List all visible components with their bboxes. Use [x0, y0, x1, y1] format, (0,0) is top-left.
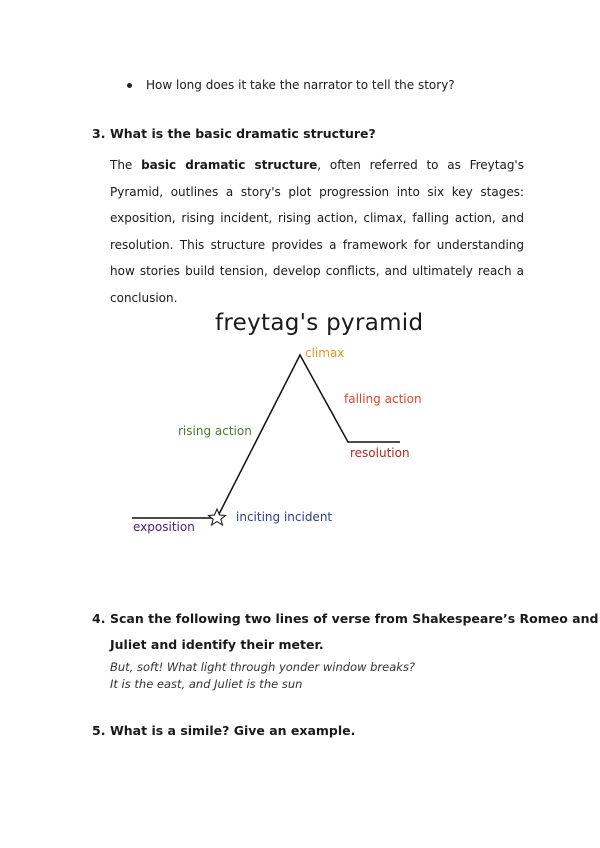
plot-line: [132, 355, 400, 518]
label-rising-action: rising action: [178, 424, 252, 438]
label-climax: climax: [305, 346, 345, 360]
verse-line-2: It is the east, and Juliet is the sun: [110, 677, 303, 691]
freytag-pyramid-diagram: [120, 300, 440, 550]
diagram-title: freytag's pyramid: [215, 310, 424, 336]
answer-lead: The: [110, 158, 142, 172]
question-3-heading: [92, 126, 376, 141]
question-4-number: 4.: [92, 611, 106, 626]
star-icon: [209, 509, 226, 525]
bullet-item: [127, 78, 455, 92]
answer-bold-term: basic dramatic structure: [141, 158, 318, 172]
answer-rest: , often referred to as Freytag's Pyramid, outlines a story's plot progression into six key stages: exposition, rising incident, rising action, climax, falling action, and resolution. This structure provides a framework for understanding how stories build tension, develop conflicts, and ultimately reach a conclusion.: [110, 158, 524, 305]
question-4-heading: [92, 611, 598, 626]
verse-line-1: But, soft! What light through yonder window breaks?: [110, 660, 416, 674]
question-3-number: 3.: [92, 126, 106, 141]
question-3-title: What is the basic dramatic structure?: [110, 126, 376, 141]
label-resolution: resolution: [350, 446, 410, 460]
question-5-title: What is a simile? Give an example.: [110, 723, 356, 738]
question-3-answer: [110, 152, 524, 311]
bullet-dot: [127, 83, 132, 88]
label-exposition: exposition: [133, 520, 195, 534]
question-4-title-line1: Scan the following two lines of verse from Shakespeare’s Romeo and: [110, 611, 599, 626]
question-4-title-line2: Juliet and identify their meter.: [110, 637, 324, 652]
question-5-number: 5.: [92, 723, 106, 738]
label-inciting-incident: inciting incident: [236, 510, 333, 524]
question-5-heading: [92, 723, 355, 738]
label-falling-action: falling action: [344, 392, 422, 406]
bullet-text: How long does it take the narrator to tell the story?: [146, 78, 455, 92]
